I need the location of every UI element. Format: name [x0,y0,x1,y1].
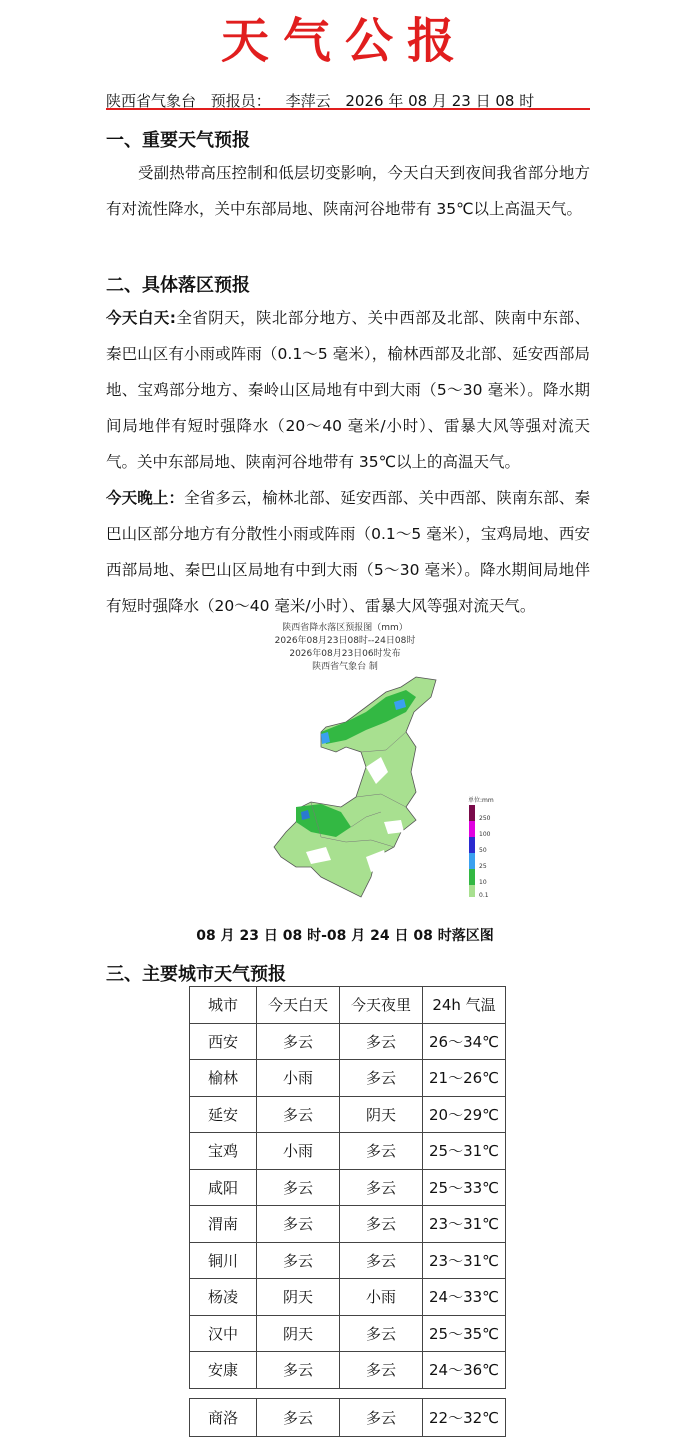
legend-swatch-10 [469,869,475,885]
legend-label-100: 100 [479,831,491,838]
section1-text: 受副热带高压控制和低层切变影响，今天白天到夜间我省部分地方有对流性降水，关中东部局地、陕南河谷地带有 35℃以上高温天气。 [106,164,590,218]
night-weather-cell: 多云 [340,1169,423,1206]
section2-heading: 二、具体落区预报 [106,275,250,296]
day-label: 今天白天: [106,309,176,327]
temperature-cell: 24～33℃ [423,1279,506,1316]
legend-swatch-25 [469,853,475,869]
map-title: 陕西省降水落区预报图（mm） [282,623,408,633]
temperature-cell: 25～31℃ [423,1133,506,1170]
city-cell: 榆林 [190,1060,257,1097]
legend-label-25: 25 [479,863,487,870]
map-title-block [0,622,690,674]
column-header-day: 今天白天 [257,987,340,1024]
day-weather-cell: 多云 [257,1096,340,1133]
legend-label-0-1: 0.1 [479,892,489,899]
temperature-cell: 25～33℃ [423,1169,506,1206]
temperature-cell: 23～31℃ [423,1242,506,1279]
legend-label-10: 10 [479,879,487,886]
section3-heading: 三、主要城市天气预报 [106,964,286,985]
city-cell: 安康 [190,1352,257,1389]
day-weather-cell: 多云 [257,1242,340,1279]
table-row [190,1399,506,1437]
column-header-night: 今天夜里 [340,987,423,1024]
province-outline [274,677,436,897]
day-weather-cell: 小雨 [257,1060,340,1097]
table-row [190,1133,506,1170]
temperature-cell: 20～29℃ [423,1096,506,1133]
temperature-cell: 24～36℃ [423,1352,506,1389]
section1-heading: 一、重要天气预报 [106,130,250,151]
day-weather-cell: 多云 [257,1399,340,1437]
city-cell: 宝鸡 [190,1133,257,1170]
night-label: 今天晚上： [106,489,185,507]
table-row [190,1242,506,1279]
city-cell: 杨凌 [190,1279,257,1316]
column-header-city: 城市 [190,987,257,1024]
map-producer: 陕西省气象台 制 [312,662,378,672]
table-row [190,1023,506,1060]
map-legend [464,795,504,900]
legend-swatch-0-1 [469,885,475,897]
table-row [190,1279,506,1316]
city-cell: 延安 [190,1096,257,1133]
legend-label-50: 50 [479,847,487,854]
night-weather-cell: 多云 [340,1023,423,1060]
table-row [190,1060,506,1097]
legend-unit: 单位:mm [468,797,494,804]
night-weather-cell: 多云 [340,1399,423,1437]
city-cell: 商洛 [190,1399,257,1437]
table-header-row [190,987,506,1024]
city-cell: 汉中 [190,1315,257,1352]
night-weather-cell: 多云 [340,1315,423,1352]
city-cell: 铜川 [190,1242,257,1279]
night-weather-cell: 多云 [340,1206,423,1243]
legend-swatch-250 [469,805,475,821]
temperature-cell: 23～31℃ [423,1206,506,1243]
table-row [190,1352,506,1389]
night-weather-cell: 多云 [340,1242,423,1279]
issuer-line [106,90,590,110]
forecaster-name: 李萍云 [285,92,331,110]
table-row [190,1169,506,1206]
night-weather-cell: 阴天 [340,1096,423,1133]
city-cell: 渭南 [190,1206,257,1243]
column-header-temp: 24h 气温 [423,987,506,1024]
day-weather-cell: 小雨 [257,1133,340,1170]
night-weather-cell: 多云 [340,1133,423,1170]
temperature-cell: 25～35℃ [423,1315,506,1352]
temperature-cell: 22～32℃ [423,1399,506,1437]
legend-swatch-50 [469,837,475,853]
legend-label-250: 250 [479,815,491,822]
bulletin-title: 天气公报 [220,13,469,69]
night-weather-cell: 多云 [340,1352,423,1389]
table-row [190,1096,506,1133]
day-weather-cell: 多云 [257,1352,340,1389]
temperature-cell: 21～26℃ [423,1060,506,1097]
map-issued: 2026年08月23日06时发布 [289,649,401,659]
day-weather-cell: 阴天 [257,1279,340,1316]
day-weather-cell: 多云 [257,1169,340,1206]
table-row [190,1206,506,1243]
temperature-cell: 26～34℃ [423,1023,506,1060]
day-text: 全省阴天，陕北部分地方、关中西部及北部、陕南中东部、秦巴山区有小雨或阵雨（0.1～5 毫米），榆林西部及北部、延安西部局地、宝鸡部分地方、秦岭山区局地有中到大雨（5～30 毫米）。降水期间局地伴有短时强降水（20～40 毫米/小时）、雷暴大风等强对流天气。关中东部局地、陕南河谷地带有 35℃以上的高温天气。 [106,309,590,471]
night-forecast [106,480,590,624]
city-forecast-table-continued [189,1398,506,1437]
day-weather-cell: 多云 [257,1206,340,1243]
day-weather-cell: 阴天 [257,1315,340,1352]
forecaster-label: 预报员： [210,92,271,110]
legend-swatch-100 [469,821,475,837]
night-weather-cell: 小雨 [340,1279,423,1316]
city-cell: 咸阳 [190,1169,257,1206]
issue-time: 2026 年 08 月 23 日 08 时 [345,92,535,110]
city-forecast-table [189,986,506,1389]
city-cell: 西安 [190,1023,257,1060]
agency-name: 陕西省气象台 [106,92,197,110]
table-row [190,1315,506,1352]
day-forecast [106,300,590,480]
night-text: 全省多云，榆林北部、延安西部、关中西部、陕南东部、秦巴山区部分地方有分散性小雨或阵雨（0.1～5 毫米），宝鸡局地、西安西部局地、秦巴山区局地有中到大雨（5～30 毫米）。降水期间局地伴有短时强降水（20～40 毫米/小时）、雷暴大风等强对流天气。 [106,489,590,615]
map-period: 2026年08月23日08时--24日08时 [274,636,416,646]
night-weather-cell: 多云 [340,1060,423,1097]
map-caption: 08 月 23 日 08 时-08 月 24 日 08 时落区图 [196,928,494,944]
day-weather-cell: 多云 [257,1023,340,1060]
